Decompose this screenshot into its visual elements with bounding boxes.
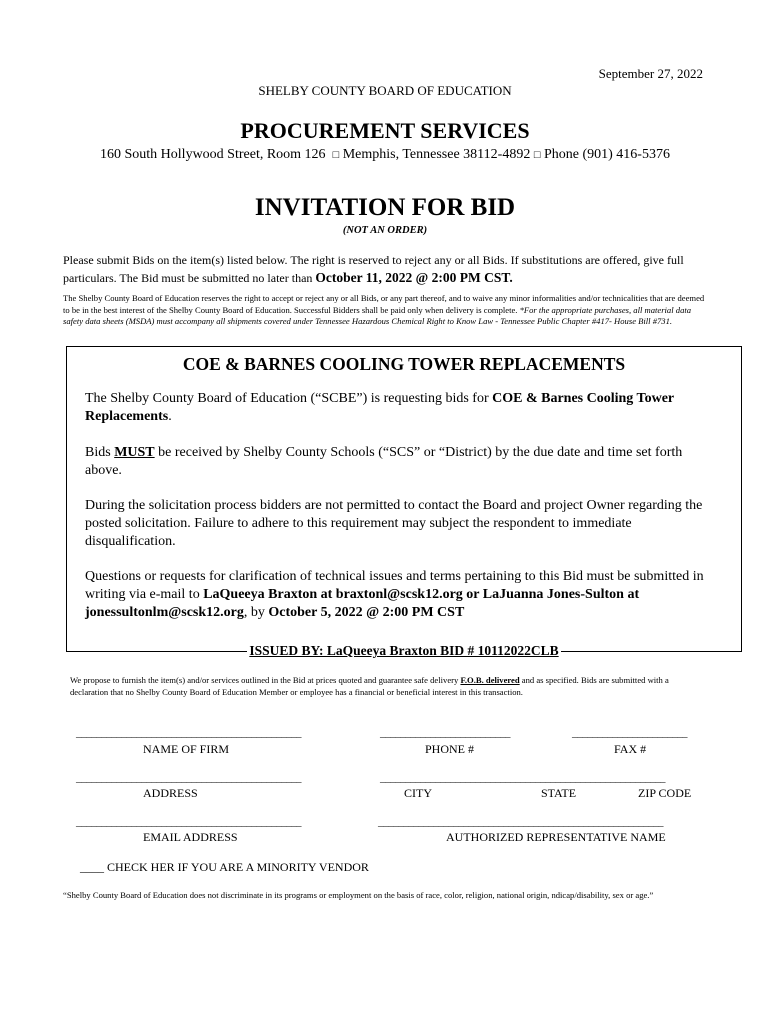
- nondiscrimination-statement: “Shelby County Board of Education does not discriminate in its programs or employment on the basis of race, color, religion, national origin, ndicap/disability, sex or age.”: [63, 890, 654, 900]
- contact-emails: LaQueeya Braxton at braxtonl@scsk12.org or LaJuanna Jones-Sulton at jonessultonlm@scsk12.org: [85, 587, 640, 620]
- questions-paragraph: Questions or requests for clarification of technical issues and terms pertaining to this Bid must be submitted in writing via e-mail to LaQueeya Braxton at braxtonl@scsk12.org or LaJuanna Jones-Sulton at jonessultonlm@scsk12.org, by October 5, 2022 @ 2:00 PM CST: [85, 569, 704, 620]
- proposal-statement: We propose to furnish the item(s) and/or services outlined in the Bid at prices quoted and guarantee safe delivery F.O.B. delivered and as specified. Bids are submitted with a declaration that no Shelby County Board of Education Member or employee has a financial or beneficial interest in this transaction.: [70, 675, 669, 697]
- bid-deadline: October 11, 2022 @ 2:00 PM CST.: [315, 270, 513, 285]
- phone-line[interactable]: __________________________: [380, 727, 510, 739]
- department-title: PROCUREMENT SERVICES: [240, 118, 530, 143]
- page-title: INVITATION FOR BID: [254, 194, 516, 221]
- date: September 27, 2022: [598, 66, 703, 81]
- address-label: ADDRESS: [143, 786, 198, 800]
- state-label: STATE: [541, 786, 577, 800]
- page-subtitle: (NOT AN ORDER): [342, 225, 428, 236]
- must-paragraph: Bids MUST be received by Shelby County Schools (“SCS” or “District) by the due date and time set forth above.: [85, 445, 683, 478]
- issued-by: ISSUED BY: LaQueeya Braxton BID # 10112022CLB: [249, 643, 559, 658]
- fax-line[interactable]: _______________________: [572, 727, 687, 739]
- contact-rule-paragraph: During the solicitation process bidders are not permitted to contact the Board and project Owner regarding the posted solicitation. Failure to adhere to this requirement may subject the respondent to immediate disqualification.: [85, 498, 703, 549]
- city-state-zip-line[interactable]: _________________________________________________________: [380, 772, 665, 784]
- intro-paragraph: Please submit Bids on the item(s) listed below. The right is reserved to reject any or all Bids. If substitutions are offered, give full particulars. The Bid must be submitted no later than October 11, 2022 @ 2:00 PM CST.: [63, 253, 684, 285]
- fine-print: The Shelby County Board of Education reserves the right to accept or reject any or all Bids, or any part thereof, and to waive any minor informalities and/or technicalities that are deemed to be in the best interest of the Shelby County Board of Education. Successful Bidders shall be paid only when delivery is complete. *For the appropriate purchases, all material data safety data sheets (MSDA) must accompany all shipments covered under Tennessee Hazardous Chemical Right to Know Law - Tennessee Public Chapter #417- House Bill #731.: [63, 293, 705, 327]
- email-label: EMAIL ADDRESS: [143, 830, 238, 844]
- zip-label: ZIP CODE: [638, 786, 692, 800]
- request-paragraph: The Shelby County Board of Education (“SCBE”) is requesting bids for COE & Barnes Cooling Tower Replacements.: [85, 391, 674, 424]
- board-name: SHELBY COUNTY BOARD OF EDUCATION: [258, 83, 512, 98]
- address-city: Memphis, Tennessee 38112-4892: [342, 147, 531, 162]
- phone-label: PHONE #: [425, 742, 475, 756]
- fax-label: FAX #: [614, 742, 647, 756]
- firm-name-line[interactable]: _____________________________________________: [76, 727, 301, 739]
- authorized-rep-label: AUTHORIZED REPRESENTATIVE NAME: [446, 830, 666, 844]
- minority-vendor-check[interactable]: ____ CHECK HER IF YOU ARE A MINORITY VENDOR: [80, 860, 369, 874]
- project-title: COE & BARNES COOLING TOWER REPLACEMENTS: [182, 354, 626, 374]
- address-phone: Phone (901) 416-5376: [543, 147, 670, 162]
- separator-icon: □: [533, 149, 541, 161]
- name-of-firm-label: NAME OF FIRM: [143, 742, 230, 756]
- address-street: 160 South Hollywood Street, Room 126: [100, 147, 326, 162]
- city-label: CITY: [404, 786, 432, 800]
- bid-details-box: [66, 346, 742, 658]
- email-line[interactable]: _____________________________________________: [76, 816, 301, 828]
- separator-icon: □: [332, 149, 340, 161]
- address-line: [0, 147, 770, 163]
- authorized-rep-line[interactable]: _________________________________________________________: [378, 816, 663, 828]
- address-line-field[interactable]: _____________________________________________: [76, 772, 301, 784]
